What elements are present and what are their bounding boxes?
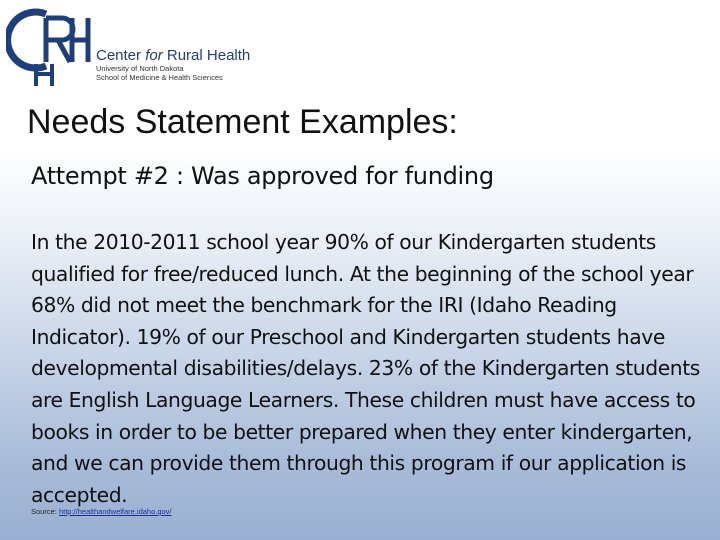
needs-statement-body: In the 2010-2011 school year 90% of our Kindergarten students qualified for free/reduced lunch. At the beginning of the school year 68% did not meet the benchmark for the IRI (Idaho Reading Indicator). 19% of our Preschool and Kindergarten students have developmental disabilities/delays. 23% of the Kindergarten students are English Language Learners. These children must have access to books in order to be better prepared when they enter kindergarten, and we can provide them through this program if our application is accepted. xyxy=(31,230,700,507)
slide-subtitle: Attempt #2 : Was approved for funding xyxy=(31,162,494,190)
logo-sub-university: University of North Dakota xyxy=(96,64,184,73)
crh-monogram-icon xyxy=(6,4,92,86)
logo-name: Center for Rural Health xyxy=(96,47,251,64)
source-citation xyxy=(31,507,172,516)
crh-logo xyxy=(6,4,266,86)
source-link[interactable]: http://healthandwelfare.idaho.gov/ xyxy=(58,507,172,516)
slide-title: Needs Statement Examples: xyxy=(27,103,458,141)
source-label: Source: xyxy=(31,507,59,516)
logo-sub-school: School of Medicine & Health Sciences xyxy=(96,73,223,82)
